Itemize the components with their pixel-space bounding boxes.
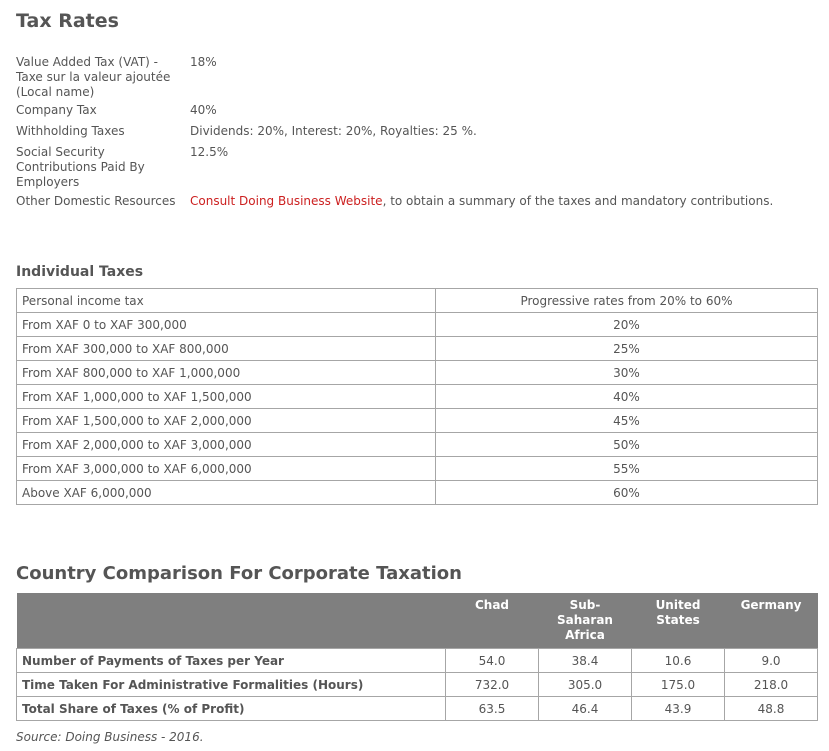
social-security-value: 12.5% <box>190 145 229 159</box>
income-bracket: From XAF 2,000,000 to XAF 3,000,000 <box>17 433 436 457</box>
page-title: Tax Rates <box>16 10 119 32</box>
income-rate: 30% <box>436 361 818 385</box>
doing-business-link[interactable]: Consult Doing Business Website <box>190 194 383 208</box>
other-resources-label: Other Domestic Resources <box>16 194 176 208</box>
income-bracket: From XAF 0 to XAF 300,000 <box>17 313 436 337</box>
metric-value: 732.0 <box>446 673 539 697</box>
social-security-label: Social Security Contributions Paid By Employers <box>16 145 145 189</box>
table-row <box>17 481 818 505</box>
other-resources-suffix: , to obtain a summary of the taxes and mandatory contributions. <box>382 194 774 208</box>
metric-value: 10.6 <box>632 649 725 673</box>
income-bracket: From XAF 1,500,000 to XAF 2,000,000 <box>17 409 436 433</box>
income-bracket: Above XAF 6,000,000 <box>17 481 436 505</box>
company-tax-value: 40% <box>190 103 217 117</box>
table-row <box>17 649 818 673</box>
income-bracket: Personal income tax <box>17 289 436 313</box>
comparison-header: Sub-Saharan Africa <box>539 593 632 649</box>
comparison-header: Chad <box>446 593 539 649</box>
metric-label: Time Taken For Administrative Formalities (Hours) <box>17 673 446 697</box>
table-row <box>17 457 818 481</box>
table-row <box>17 337 818 361</box>
income-rate: 25% <box>436 337 818 361</box>
income-bracket: From XAF 800,000 to XAF 1,000,000 <box>17 361 436 385</box>
metric-value: 63.5 <box>446 697 539 721</box>
metric-value: 9.0 <box>725 649 818 673</box>
table-row <box>17 433 818 457</box>
vat-value: 18% <box>190 55 217 69</box>
income-rate: 20% <box>436 313 818 337</box>
table-row <box>17 697 818 721</box>
income-rate: 40% <box>436 385 818 409</box>
comparison-header: Germany <box>725 593 818 649</box>
source-note: Source: Doing Business - 2016. <box>16 730 204 744</box>
metric-value: 38.4 <box>539 649 632 673</box>
income-rate: Progressive rates from 20% to 60% <box>436 289 818 313</box>
income-rate: 50% <box>436 433 818 457</box>
company-tax-label: Company Tax <box>16 103 97 117</box>
withholding-label: Withholding Taxes <box>16 124 125 138</box>
income-rate: 55% <box>436 457 818 481</box>
table-row <box>17 361 818 385</box>
metric-value: 48.8 <box>725 697 818 721</box>
table-row <box>17 673 818 697</box>
table-row <box>17 313 818 337</box>
income-bracket: From XAF 1,000,000 to XAF 1,500,000 <box>17 385 436 409</box>
metric-value: 54.0 <box>446 649 539 673</box>
individual-taxes-table <box>16 288 818 505</box>
metric-value: 46.4 <box>539 697 632 721</box>
metric-value: 218.0 <box>725 673 818 697</box>
income-rate: 60% <box>436 481 818 505</box>
income-rate: 45% <box>436 409 818 433</box>
metric-label: Number of Payments of Taxes per Year <box>17 649 446 673</box>
individual-taxes-title: Individual Taxes <box>16 264 144 280</box>
other-resources-value <box>190 194 773 209</box>
metric-value: 305.0 <box>539 673 632 697</box>
vat-label: Value Added Tax (VAT) - Taxe sur la valeur ajoutée (Local name) <box>16 55 171 99</box>
comparison-header-blank <box>17 593 446 649</box>
table-row <box>17 385 818 409</box>
comparison-title: Country Comparison For Corporate Taxation <box>16 563 462 584</box>
metric-label: Total Share of Taxes (% of Profit) <box>17 697 446 721</box>
income-bracket: From XAF 3,000,000 to XAF 6,000,000 <box>17 457 436 481</box>
table-row <box>17 409 818 433</box>
comparison-table <box>16 593 818 721</box>
withholding-value: Dividends: 20%, Interest: 20%, Royalties: 25 %. <box>190 124 477 138</box>
metric-value: 175.0 <box>632 673 725 697</box>
income-bracket: From XAF 300,000 to XAF 800,000 <box>17 337 436 361</box>
metric-value: 43.9 <box>632 697 725 721</box>
table-row <box>17 289 818 313</box>
comparison-header: United States <box>632 593 725 649</box>
